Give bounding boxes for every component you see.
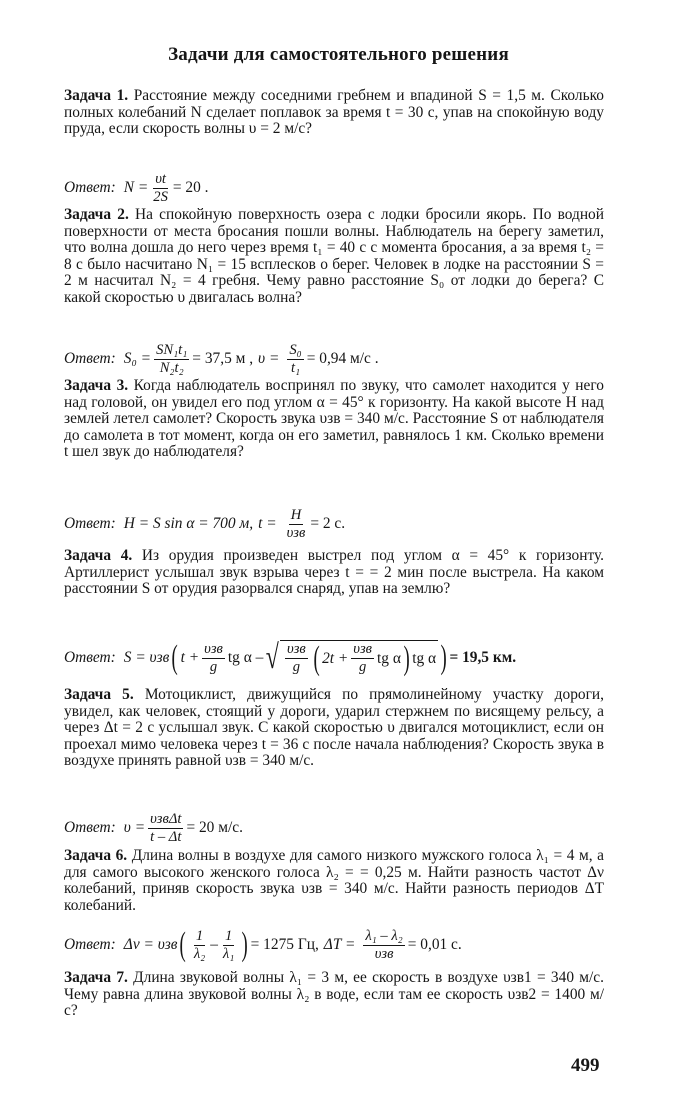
formula-lhs: S = υзв	[123, 649, 170, 666]
denominator: λ₂	[193, 945, 206, 962]
task-label: Задача 4.	[64, 547, 133, 564]
inner-left-paren: (	[313, 639, 320, 677]
fraction	[202, 641, 225, 676]
answer-label: Ответ:	[64, 179, 116, 196]
task-label: Задача 6.	[64, 847, 128, 864]
sqrt-sign: √	[266, 639, 280, 676]
task-label: Задача 5.	[64, 686, 134, 703]
left-paren: (	[171, 639, 179, 676]
formula-rhs-2: = 0,01 с.	[407, 936, 462, 953]
fraction	[151, 171, 170, 206]
answer-2	[64, 337, 604, 381]
numerator: υзвΔt	[150, 810, 182, 827]
answer-label: Ответ:	[64, 936, 116, 953]
left-paren: (	[180, 926, 187, 963]
page-number: 499	[571, 1055, 600, 1076]
answer-label: Ответ:	[64, 649, 116, 666]
task-label: Задача 1.	[64, 87, 129, 104]
formula-lhs: Δν = υзв	[123, 936, 178, 953]
numerator: υзв	[353, 641, 373, 657]
denominator: 2S	[153, 188, 168, 205]
task-text: Длина звуковой волны λ₁ = 3 м, ее скорость в воздухе υзв1 = 340 м/с. Чему равна длина звуковой волны λ₂ в воде, если там ее скорость υзв2 = 1400 м/с?	[64, 969, 604, 1020]
formula-tg: tg α –	[227, 649, 264, 666]
formula-lhs-2: ΔT =	[323, 936, 356, 953]
answer-1	[64, 166, 604, 210]
formula-lhs-2: t =	[258, 515, 277, 532]
denominator: g	[359, 659, 367, 675]
formula-tg-3: tg α	[412, 649, 437, 667]
task-3	[64, 378, 604, 461]
numerator: SN₁t₁	[156, 341, 188, 358]
section-title: Задачи для самостоятельного решения	[168, 44, 509, 65]
fraction	[363, 928, 404, 963]
task-label: Задача 3.	[64, 377, 129, 394]
minus-sign: –	[210, 936, 218, 953]
formula-part-1: H = S sin α = 700 м,	[123, 515, 254, 532]
fraction	[351, 641, 374, 676]
formula-rhs: = 19,5 км.	[449, 649, 517, 666]
task-text: Длина волны в воздухе для самого низкого мужского голоса λ₁ = 4 м, а для самого высокого женского голоса λ₂ = = 0,25 м. Найти разность частот Δν колебаний, приняв скорость звука υзв = 340 м/с. Найти разность периодов ΔT колебаний.	[64, 847, 604, 914]
denominator: υзв	[374, 945, 394, 962]
denominator: t₁	[290, 359, 301, 376]
task-label: Задача 2.	[64, 206, 129, 223]
denominator: g	[292, 659, 301, 675]
answer-label: Ответ:	[64, 350, 116, 367]
fraction	[192, 928, 207, 963]
task-5	[64, 687, 604, 770]
formula-rhs-2: = 2 с.	[310, 515, 346, 532]
answer-label: Ответ:	[64, 819, 116, 836]
formula-lhs: υ =	[123, 819, 146, 836]
denominator: N₂t₂	[159, 359, 184, 376]
formula-rhs-2: = 0,94 м/с .	[306, 350, 379, 367]
numerator: υзв	[204, 640, 223, 657]
denominator: g	[209, 658, 218, 675]
numerator: λ₁ – λ₂	[365, 927, 403, 944]
task-text: Когда наблюдатель воспринял по звуку, что самолет находится у него над головой, он увидел его под углом α = 45° к горизонту. На какой высоте H над землей летел самолет? Скорость звука υзв = 340 м/с. Расстояние S от наблюдателя до самолета в тот момент, когда он его заметил, равнялось 1 км. Сколько времени t шел звук до наблюдателя?	[64, 377, 604, 461]
numerator: S₀	[289, 341, 302, 358]
formula-lhs: S₀ =	[123, 350, 152, 367]
right-paren: )	[440, 639, 447, 676]
fraction	[154, 342, 189, 377]
fraction	[148, 811, 183, 846]
right-paren: )	[241, 926, 249, 963]
numerator: 1	[224, 927, 233, 944]
task-text: Из орудия произведен выстрел под углом α = 45° к горизонту. Артиллерист услышал звук взрыва через t = = 2 мин после выстрела. На каком расстоянии S от орудия разорвался снаряд, упав на землю?	[64, 547, 604, 598]
answer-6	[64, 921, 604, 969]
denominator: υзв	[286, 524, 306, 541]
task-text: Мотоциклист, движущийся по прямолинейному участку дороги, увидел, как человек, стоящий у дороги, ударил стержнем по висящему рельсу, а через Δt = 2 с услышал звук. С какой скоростью υ двигался мотоциклист, если он проехал мимо человека через t = 36 с после начала наблюдения? Скорость звука в воздухе принять равной υзв = 340 м/с.	[64, 686, 604, 770]
task-text: Расстояние между соседними гребнем и впадиной S = 1,5 м. Сколько полных колебаний N сделает поплавок за время t = 30 с, упав на спокойную воду пруда, если скорость волны υ = 2 м/с?	[64, 87, 604, 138]
formula-lhs-2: υ =	[258, 350, 280, 367]
fraction	[287, 342, 303, 377]
formula-rhs: = 37,5 м ,	[192, 350, 254, 367]
formula-two-t: 2t +	[322, 649, 349, 667]
task-2	[64, 207, 604, 307]
task-text: На спокойную поверхность озера с лодки бросили якорь. По водной поверхности от места бросания пошли волны. Наблюдатель на берегу заметил, что волна дошла до него через время t₁ = 40 с с момента бросания, а за время t₂ = 8 с было насчитано N₁ = 15 всплесков о берег. Человек в лодке на расстоянии S = 2 м насчитал N₂ = 4 гребня. Чему равно расстояние S₀ от лодки до берега? С какой скоростью υ двигалась волна?	[64, 206, 604, 306]
numerator: υt	[155, 170, 166, 187]
formula-term: t +	[180, 649, 200, 666]
numerator: H	[290, 506, 302, 523]
answer-4	[64, 634, 604, 682]
fraction	[285, 507, 308, 542]
formula-rhs: = 20 м/с.	[186, 819, 243, 836]
numerator: 1	[195, 927, 204, 944]
formula-tg-2: tg α	[377, 649, 401, 667]
task-6	[64, 848, 604, 914]
formula-lhs: N =	[123, 179, 149, 196]
fraction	[285, 641, 308, 676]
task-7	[64, 970, 604, 1020]
inner-right-paren: )	[403, 639, 410, 677]
sqrt-body	[280, 640, 438, 676]
formula-rhs: = 1275 Гц,	[250, 936, 319, 953]
numerator: υзв	[287, 641, 306, 657]
denominator: t – Δt	[150, 828, 182, 845]
answer-3	[64, 502, 604, 546]
denominator: λ₁	[222, 945, 235, 962]
answer-label: Ответ:	[64, 515, 116, 532]
task-label: Задача 7.	[64, 969, 128, 986]
fraction	[221, 928, 236, 963]
answer-5	[64, 806, 604, 850]
formula-rhs: = 20 .	[172, 179, 209, 196]
task-1	[64, 88, 604, 138]
task-4	[64, 548, 604, 598]
